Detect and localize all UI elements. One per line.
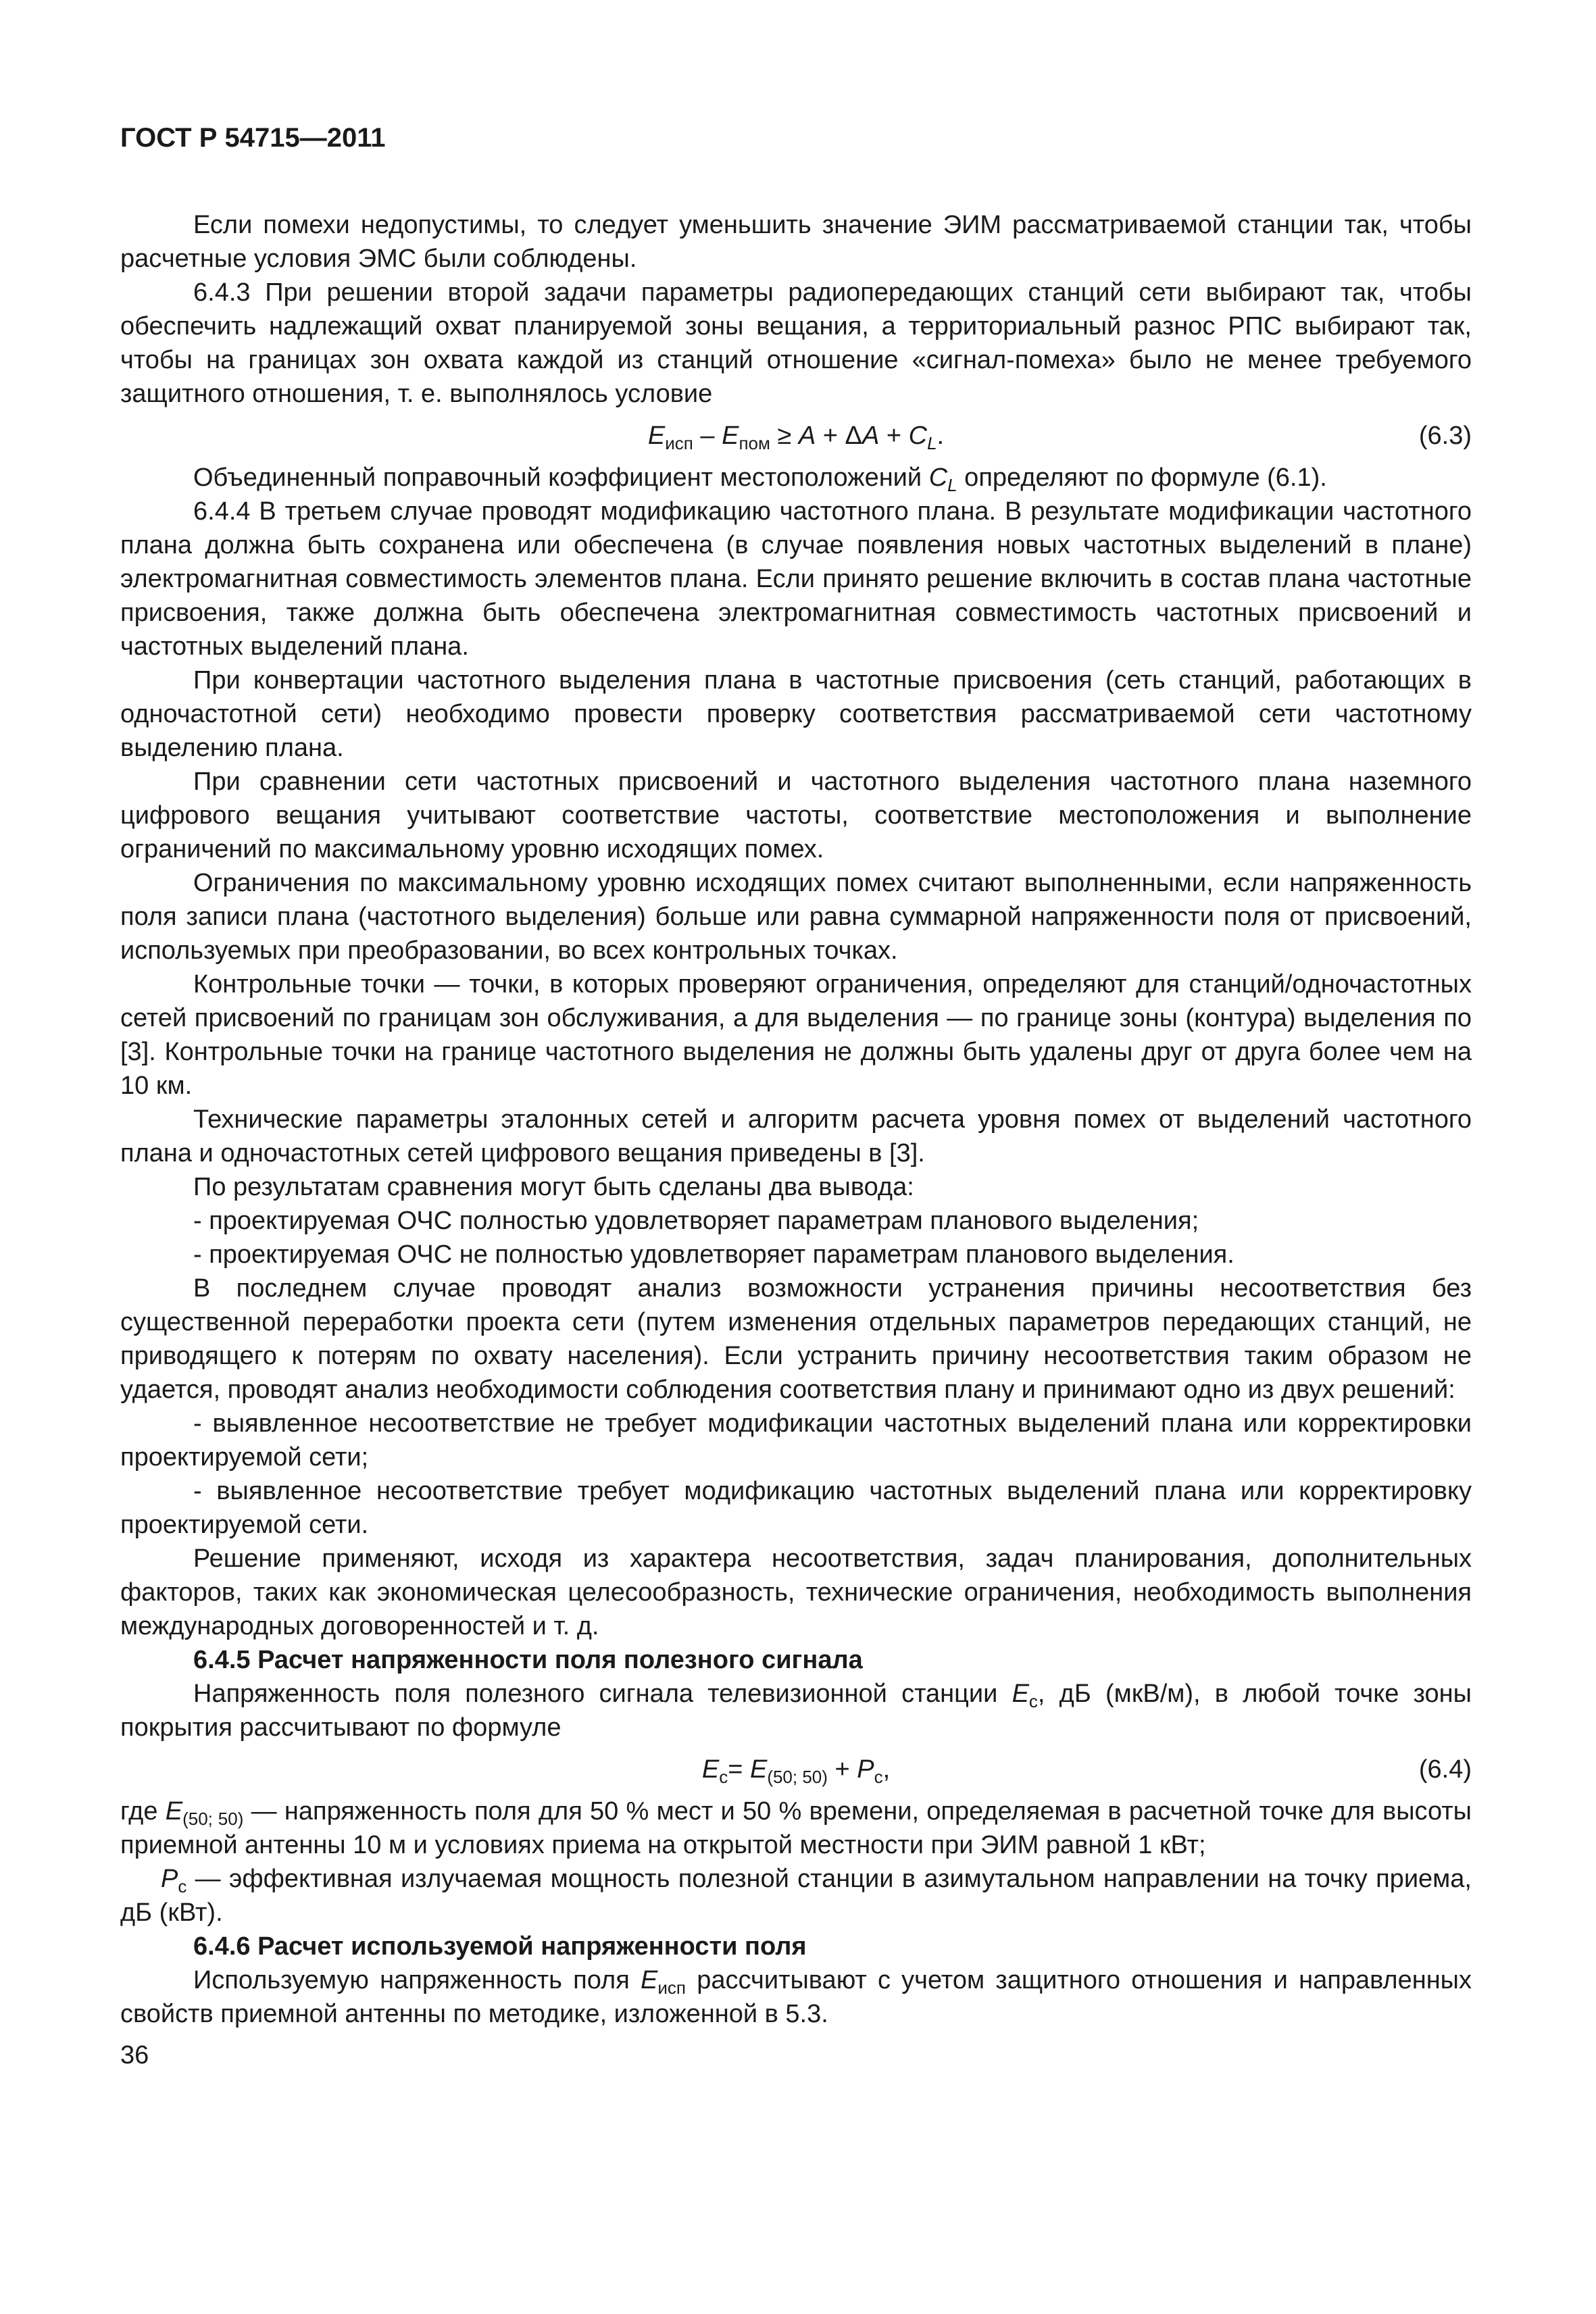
- formula-6-3: [120, 411, 1472, 461]
- formula-number: (6.4): [1418, 1755, 1472, 1784]
- paragraph: Если помехи недопустимы, то следует уменьшить значение ЭИМ рассматриваемой станции так, чтобы расчетные условия ЭМС были соблюдены.: [120, 211, 1472, 273]
- document-header: ГОСТ Р 54715—2011: [120, 123, 386, 153]
- formula-explanation: $P_c$ — эффективная излучаемая мощность полезной станции в азимутальном направлении на точку приема, дБ (кВт).: [120, 1865, 1472, 1927]
- paragraph: Используемую напряженность поля $E_{исп}$ рассчитывают с учетом защитного отношения и направленных свойств приемной антенны по методике, изложенной в 5.3.: [120, 1966, 1472, 2028]
- section-heading-6-4-6: 6.4.6 Расчет используемой напряженности поля: [193, 1932, 807, 1961]
- section-heading-6-4-5: 6.4.5 Расчет напряженности поля полезного сигнала: [193, 1646, 863, 1674]
- list-item: - выявленное несоответствие требует модификацию частотных выделений плана или корректировку проектируемой сети.: [120, 1477, 1472, 1539]
- paragraph: По результатам сравнения могут быть сделаны два вывода:: [193, 1173, 914, 1201]
- paragraph: Решение применяют, исходя из характера несоответствия, задач планирования, дополнительных факторов, таких как экономическая целесообразность, технические ограничения, необходимость выполнения международных договоренностей и т. д.: [120, 1544, 1472, 1640]
- formula-expression: $E_c= E_{(50; 50)} + P_c$,: [701, 1755, 891, 1787]
- page-number: 36: [120, 2041, 149, 2069]
- formula-6-4: [120, 1744, 1472, 1794]
- paragraph: Напряженность поля полезного сигнала телевизионной станции $E_c$, дБ (мкВ/м), в любой точке зоны покрытия рассчитывают по формуле: [120, 1680, 1472, 1742]
- paragraph: При сравнении сети частотных присвоений и частотного выделения частотного плана наземного цифрового вещания учитывают соответствие частоты, соответствие местоположения и выполнение ограничений по максимальному уровню исходящих помех.: [120, 768, 1472, 863]
- list-item: - проектируемая ОЧС полностью удовлетворяет параметрам планового выделения;: [193, 1207, 1199, 1235]
- paragraph: 6.4.4 В третьем случае проводят модификацию частотного плана. В результате модификации частотного плана должна быть сохранена или обеспечена (в случае появления новых частотных выделений в плане) электромагнитная совместимость элементов плана. Если принято решение включить в состав плана частотные присвоения, также должна быть обеспечена электромагнитная совместимость частотных присвоений и частотных выделений плана.: [120, 497, 1472, 661]
- list-item: - проектируемая ОЧС не полностью удовлетворяет параметрам планового выделения.: [193, 1240, 1235, 1269]
- document-page: [120, 122, 1472, 2071]
- paragraph: При конвертации частотного выделения плана в частотные присвоения (сеть станций, работающих в одночастотной сети) необходимо провести проверку соответствия рассматриваемой сети частотному выделению плана.: [120, 666, 1472, 762]
- paragraph: Объединенный поправочный коэффициент местоположений $C_L$ определяют по формуле (6.1).: [193, 463, 1327, 495]
- paragraph: Технические параметры эталонных сетей и алгоритм расчета уровня помех от выделений частотного плана и одночастотных сетей цифрового вещания приведены в [3].: [120, 1105, 1472, 1167]
- formula-expression: $E_{исп} - E_{пом} \ge A + \Delta A + C_L$.: [647, 422, 945, 453]
- formula-explanation: где $E_{(50; 50)}$ — напряженность поля для 50 % мест и 50 % времени, определяемая в расчетной точке для высоты приемной антенны 10 м и условиях приема на открытой местности при ЭИМ равной 1 кВт;: [120, 1797, 1472, 1859]
- paragraph: 6.4.3 При решении второй задачи параметры радиопередающих станций сети выбирают так, чтобы обеспечить надлежащий охват планируемой зоны вещания, а территориальный разнос РПС выбирают так, чтобы на границах зон охвата каждой из станций отношение «сигнал-помеха» было не менее требуемого защитного отношения, т. е. выполнялось условие: [120, 278, 1472, 408]
- paragraph: В последнем случае проводят анализ возможности устранения причины несоответствия без существенной переработки проекта сети (путем изменения отдельных параметров передающих станций, не приводящего к потерям по охвату населения). Если устранить причину несоответствия таким образом не удается, проводят анализ необходимости соблюдения соответствия плану и принимают одно из двух решений:: [120, 1274, 1472, 1404]
- list-item: - выявленное несоответствие не требует модификации частотных выделений плана или корректировки проектируемой сети;: [120, 1409, 1472, 1472]
- paragraph: Ограничения по максимальному уровню исходящих помех считают выполненными, если напряженность поля записи плана (частотного выделения) больше или равна суммарной напряженности поля от присвоений, используемых при преобразовании, во всех контрольных точках.: [120, 869, 1472, 965]
- paragraph: Контрольные точки — точки, в которых проверяют ограничения, определяют для станций/одночастотных сетей присвоений по границам зон обслуживания, а для выделения — по границе зоны (контура) выделения по [3]. Контрольные точки на границе частотного выделения не должны быть удалены друг от друга более чем на 10 км.: [120, 970, 1472, 1100]
- formula-number: (6.3): [1418, 422, 1472, 450]
